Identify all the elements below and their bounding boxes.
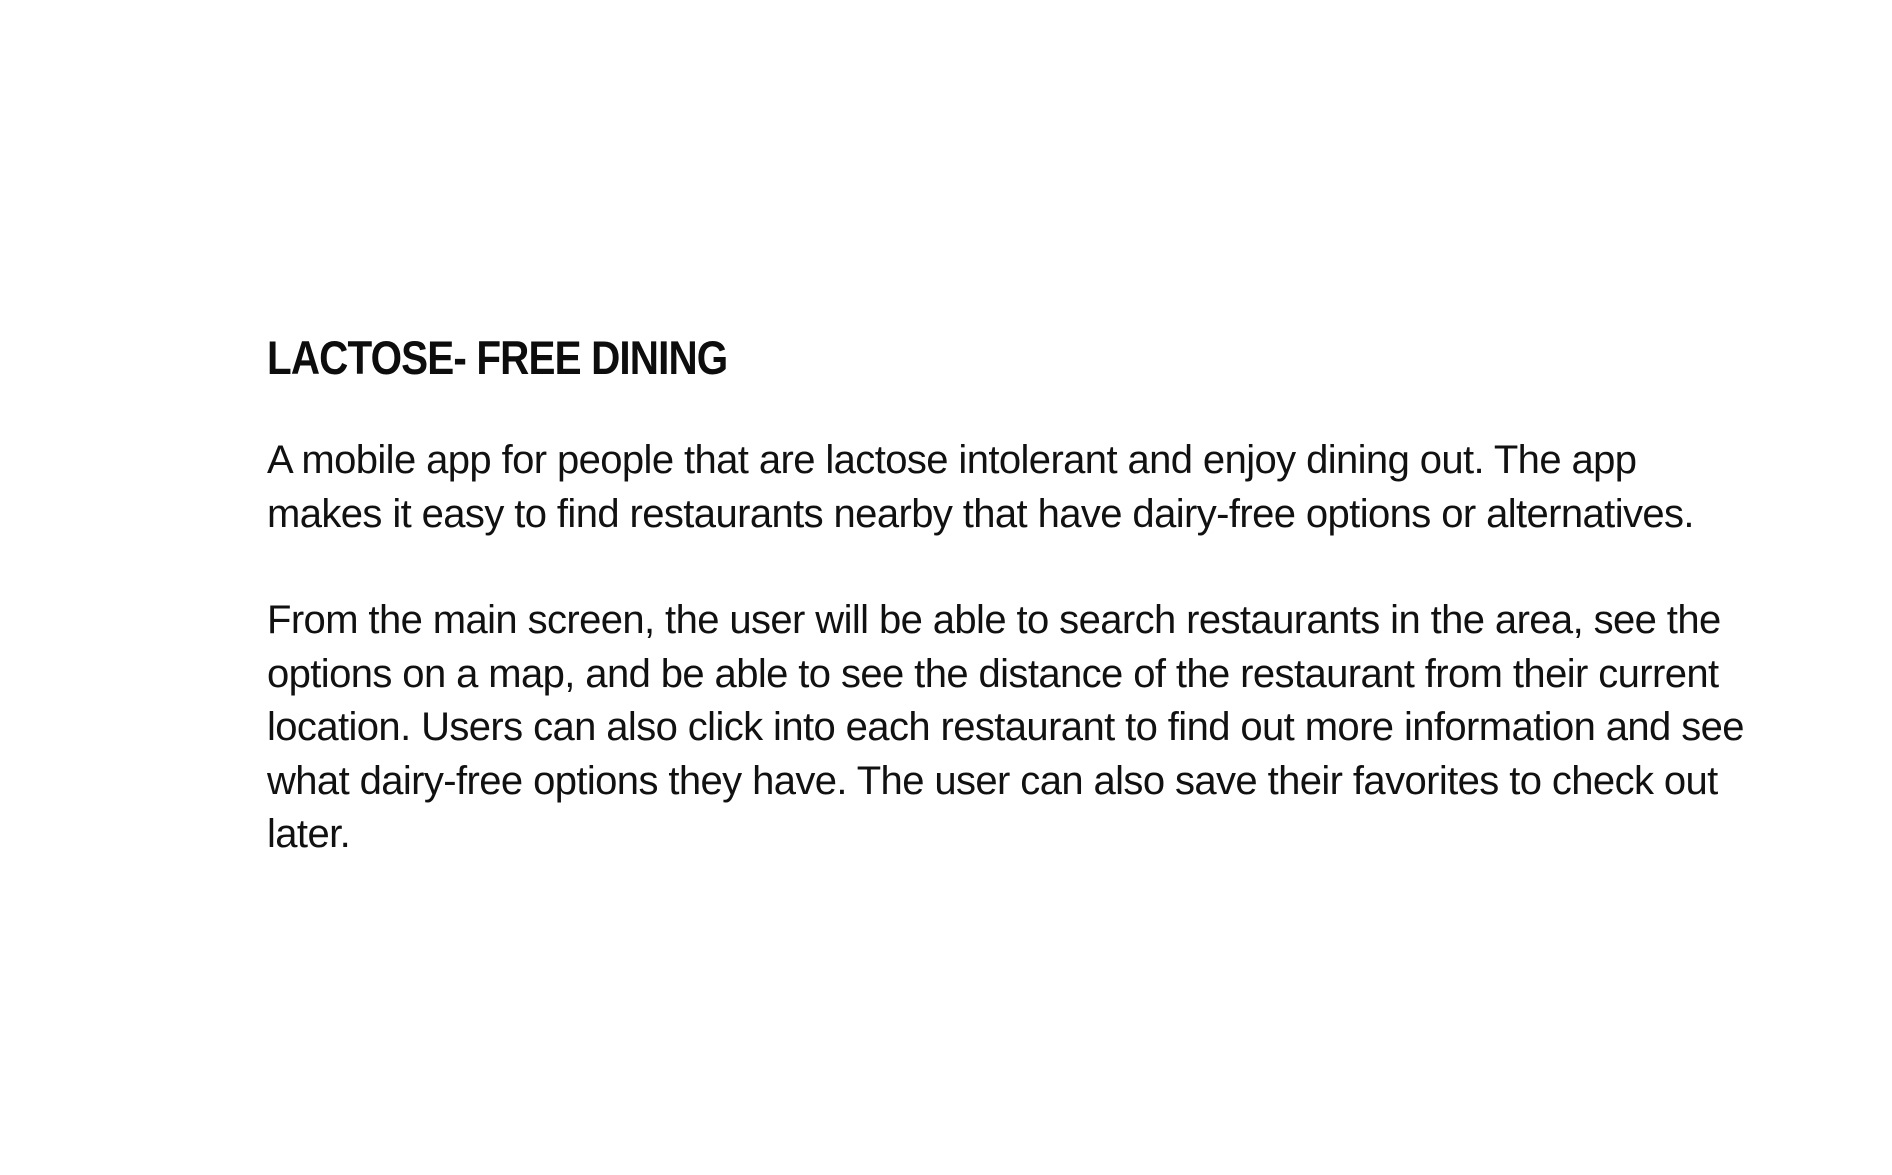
- features-paragraph: From the main screen, the user will be able to search restaurants in the area, see the options on a map, and be able to see the distance of the restaurant from their current location. Users can also click into each restaurant to find out more information and see what dairy-free options they have. The user can also save their favorites to check out later.: [267, 598, 1744, 856]
- document-body: [267, 330, 1747, 862]
- document-title: LACTOSE- FREE DINING: [267, 331, 728, 384]
- intro-paragraph: A mobile app for people that are lactose intolerant and enjoy dining out. The app makes it easy to find restaurants nearby that have dairy-free options or alternatives.: [267, 438, 1694, 536]
